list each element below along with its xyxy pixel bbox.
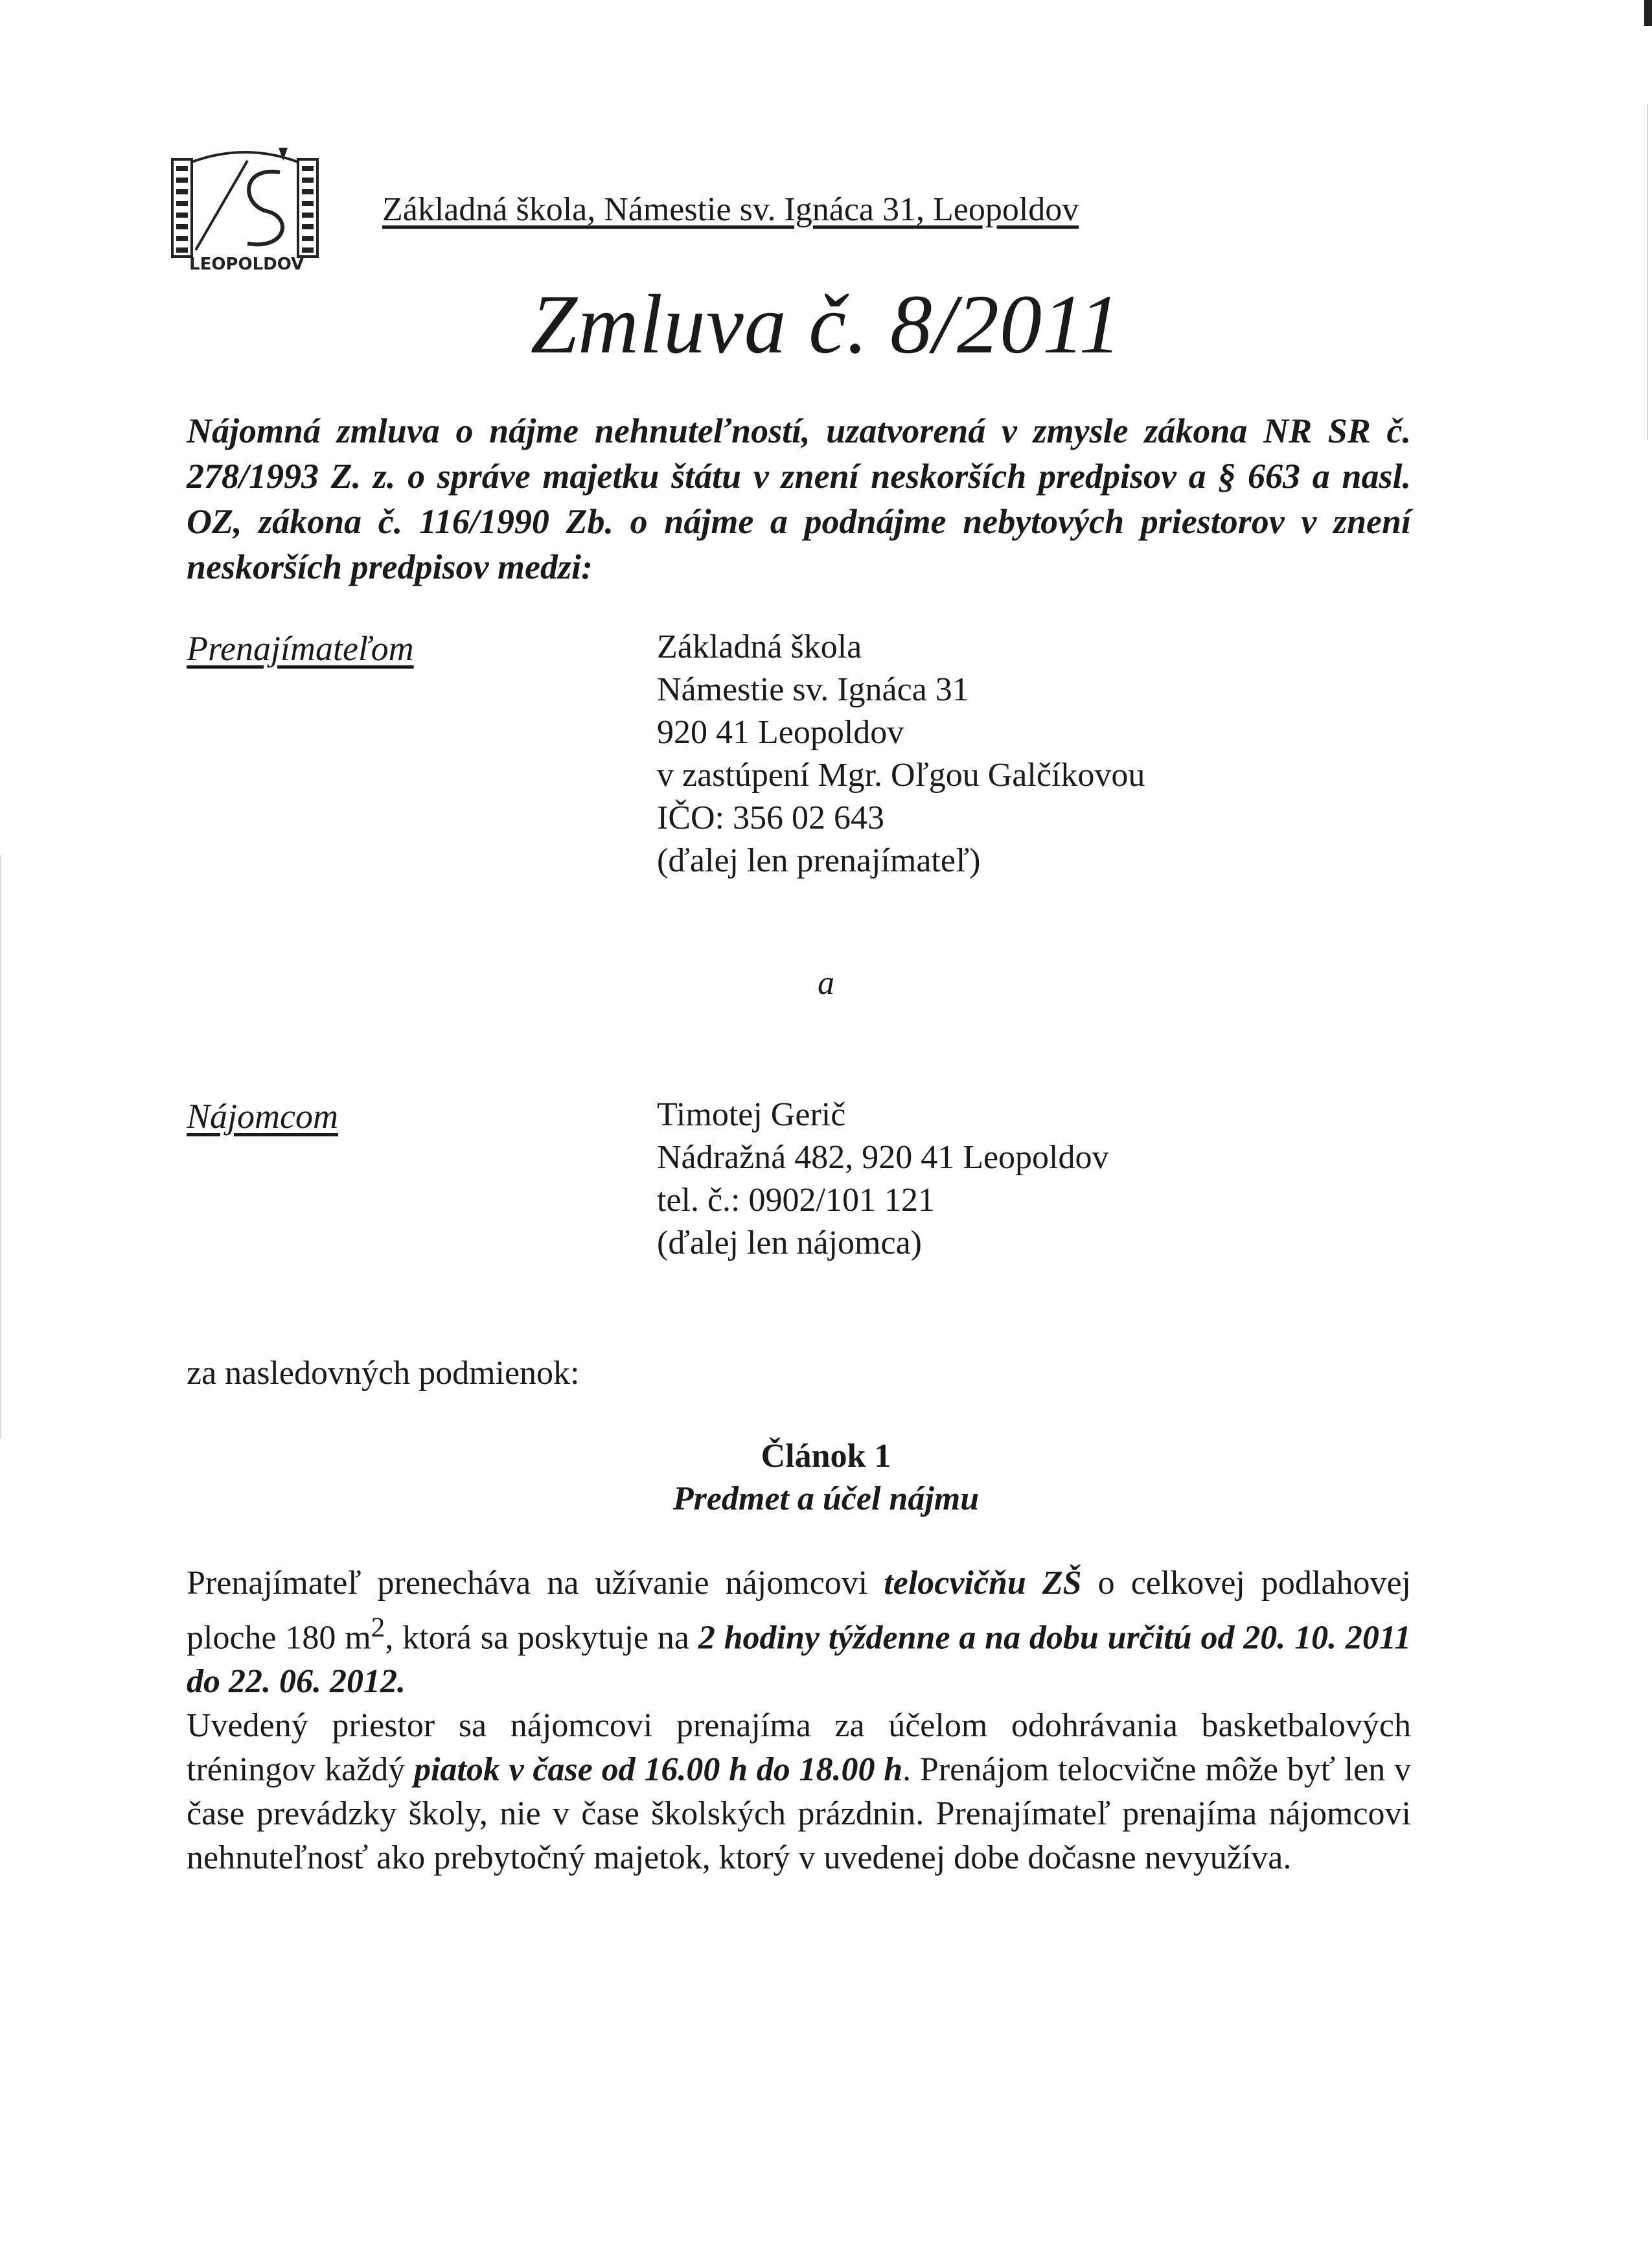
article-title: Článok 1 [761, 1438, 891, 1475]
body-emphasis: 2 hodiny týždenne a na dobu určitú od 20. 10. 2011 do 22. 06. 2012. [187, 1619, 1411, 1701]
landlord-line: IČO: 356 02 643 [657, 799, 884, 836]
body-text: o celkovej podlahovej ploche 180 m [187, 1565, 1411, 1657]
tenant-label: Nájomcom [187, 1097, 338, 1136]
landlord-line: 920 41 Leopoldov [657, 714, 904, 751]
tenant-line: tel. č.: 0902/101 121 [657, 1182, 935, 1219]
body-text: , ktorá sa poskytuje na [385, 1619, 698, 1657]
body-emphasis: piatok v čase od 16.00 h do 18.00 h [413, 1751, 903, 1789]
scan-edge [1644, 0, 1652, 26]
scan-line [1647, 104, 1648, 441]
school-logo [170, 146, 320, 276]
tenant-line: (ďalej len nájomca) [657, 1224, 922, 1261]
conditions-line: za nasledovných podmienok: [187, 1355, 580, 1392]
body-text: . Prenájom telocvične môže byť len v čase prevádzky školy, nie v čase školských prázdnin. Prenajímateľ prenajíma nájomcovi nehnuteľnosť ako prebytočný majetok, ktorý v uvedenej dobe dočasne nevyužíva. [187, 1751, 1411, 1877]
tenant-line: Nádražná 482, 920 41 Leopoldov [657, 1139, 1109, 1176]
tenant-details [657, 1094, 1108, 1265]
landlord-line: Základná škola [657, 628, 862, 665]
svg-text:LEOPOLDOV: LEOPOLDOV [189, 255, 304, 274]
school-name-address: Základná škola, Námestie sv. Ignáca 31, Leopoldov [382, 191, 1079, 228]
landlord-details [657, 626, 1145, 882]
scan-line [0, 855, 1, 1438]
body-text: Uvedený priestor sa nájomcovi prenajíma za účelom odohrávania basketbalových tréningov každý [187, 1707, 1411, 1789]
document-header [170, 146, 1271, 276]
document-title: Zmluva č. 8/2011 [530, 278, 1122, 371]
superscript: 2 [371, 1612, 385, 1643]
conjunction: a [818, 965, 834, 1002]
landlord-line: (ďalej len prenajímateľ) [657, 842, 981, 879]
body-text: Prenajímateľ prenecháva na užívanie nájomcovi [187, 1565, 884, 1602]
body-emphasis: telocvičňu ZŠ [884, 1565, 1082, 1602]
landlord-line: v zastúpení Mgr. Oľgou Galčíkovou [657, 757, 1145, 794]
landlord-line: Námestie sv. Ignáca 31 [657, 671, 969, 708]
contract-intro: Nájomná zmluva o nájme nehnuteľností, uzatvorená v zmysle zákona NR SR č. 278/1993 Z. z. o správe majetku štátu v znení neskorších predpisov a § 663 a nasl. OZ, zákona č. 116/1990 Zb. o nájme a podnájme nebytových priestorov v znení neskorších predpisov medzi: [187, 411, 1411, 586]
tenant-line: Timotej Gerič [657, 1096, 846, 1133]
landlord-label: Prenajímateľom [187, 629, 414, 668]
article-subtitle: Predmet a účel nájmu [672, 1480, 980, 1517]
article-body [187, 1561, 1411, 1880]
